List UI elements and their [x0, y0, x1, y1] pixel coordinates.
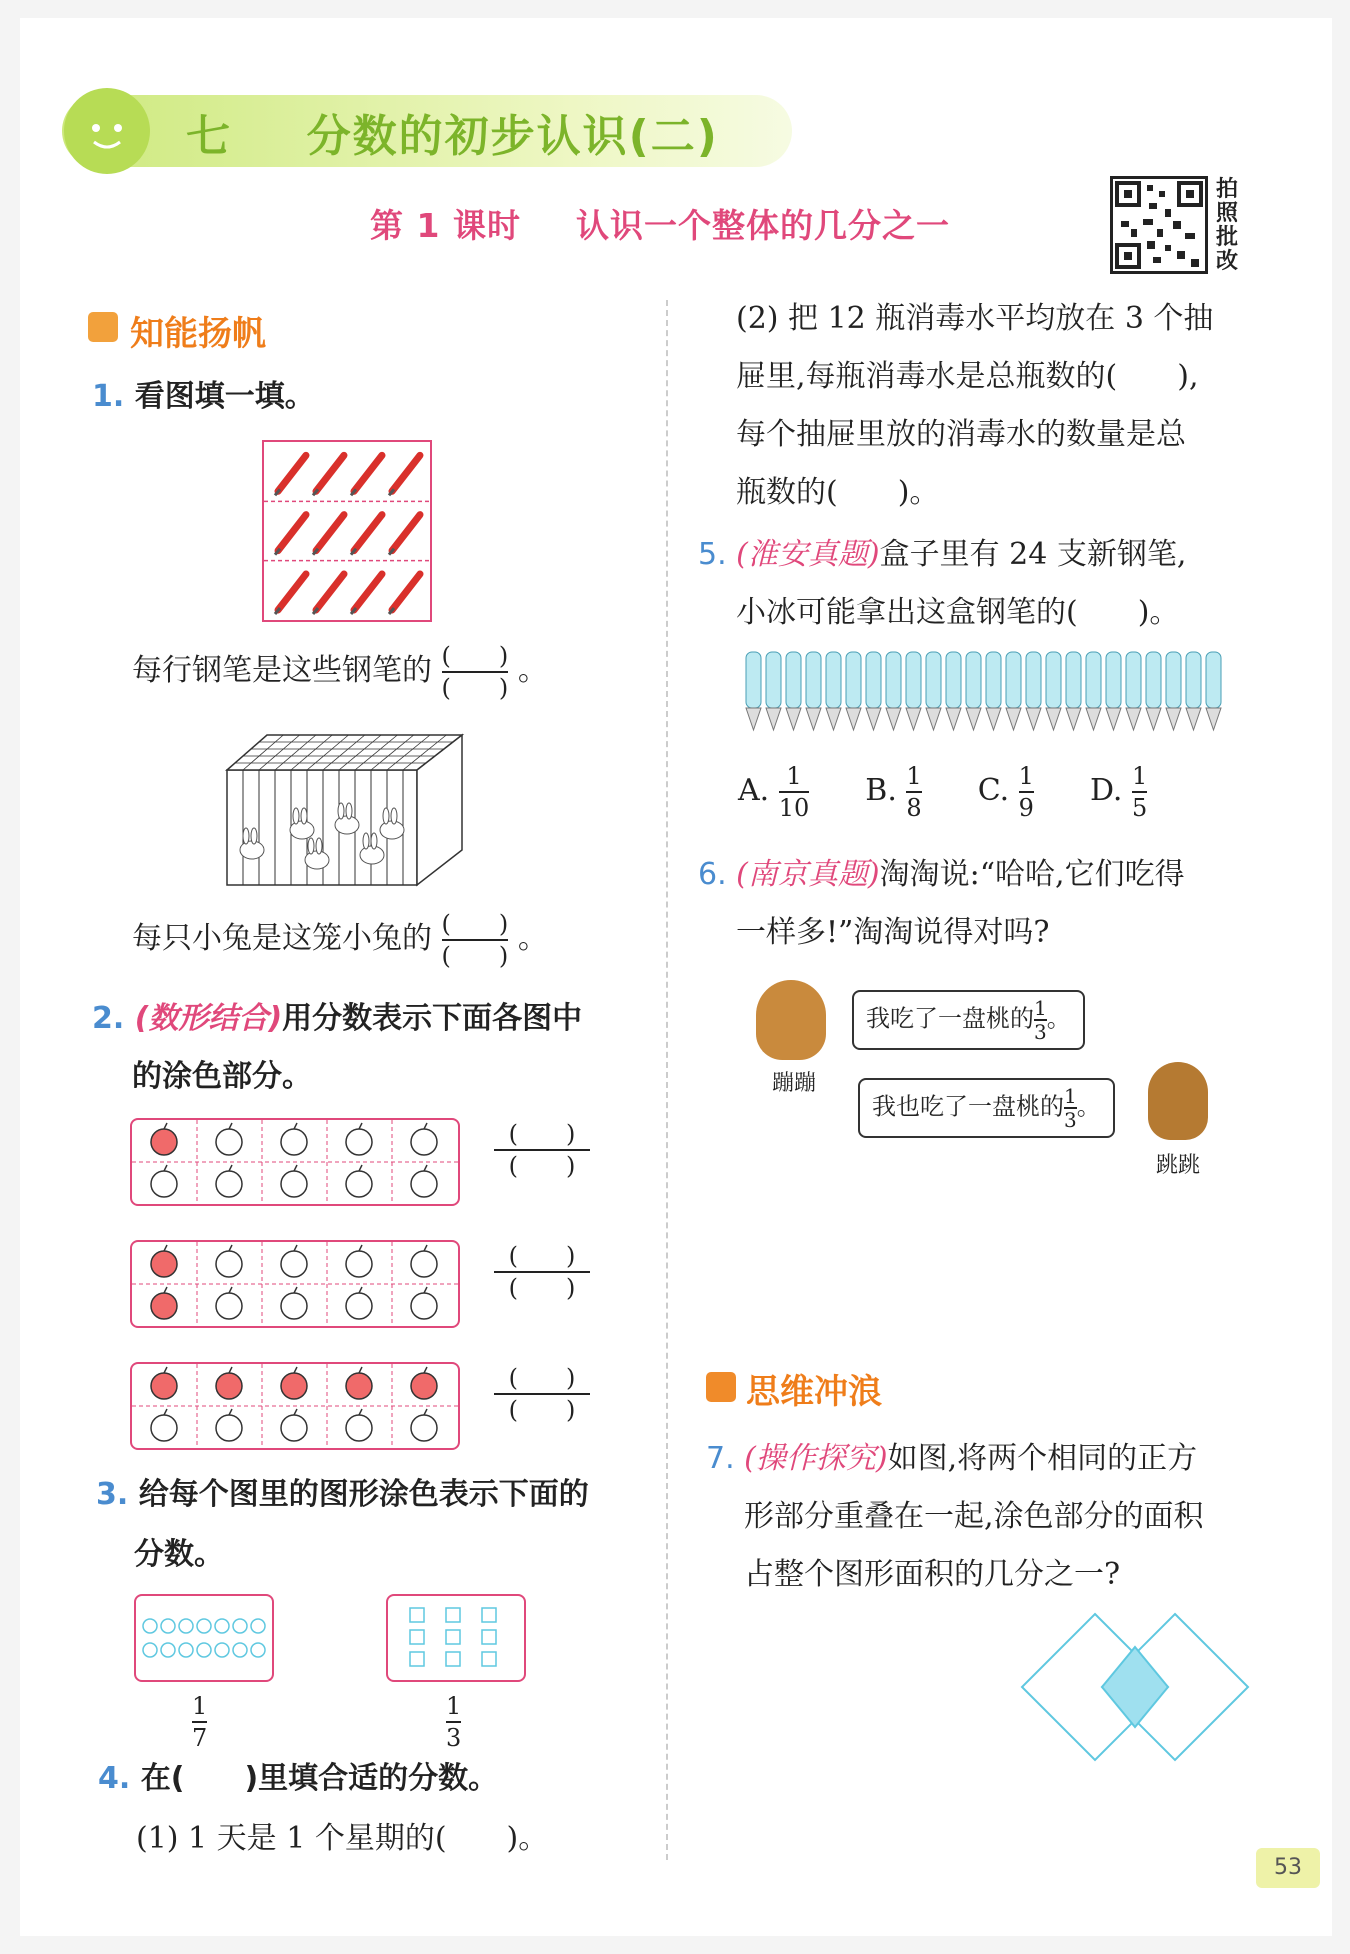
- option-fraction: [1132, 762, 1147, 822]
- option-label: D.: [1089, 773, 1133, 808]
- q4-sub2-line-2: 屉里,每瓶消毒水是总瓶数的( ),: [736, 359, 1199, 394]
- pen-icon: [275, 455, 306, 495]
- question-4: [98, 1750, 498, 1808]
- monkey-bengbeng-icon: [756, 980, 826, 1060]
- question-7-line-3: 占整个图形面积的几分之一?: [744, 1557, 1121, 1592]
- circle-shape[interactable]: [143, 1619, 157, 1633]
- pen-icon: [806, 652, 821, 730]
- apple-groups: [130, 1118, 620, 1458]
- apple-icon: [346, 1367, 372, 1399]
- question-tag: (南京真题): [736, 857, 880, 892]
- apple-icon: [216, 1245, 242, 1277]
- question-number: 1.: [92, 379, 125, 414]
- apple-icon: [216, 1367, 242, 1399]
- question-5-line-2: 小冰可能拿出这盒钢笔的( )。: [736, 595, 1180, 630]
- pen-icon: [313, 515, 344, 555]
- option-c[interactable]: [978, 762, 1034, 822]
- apple-icon: [281, 1245, 307, 1277]
- numerator: 1: [1064, 1084, 1077, 1108]
- apple-icon: [216, 1123, 242, 1155]
- pen-icon: [946, 652, 961, 730]
- q1-answer-line-2: [132, 910, 548, 970]
- apple-icon: [346, 1287, 372, 1319]
- question-7-line-2: 形部分重叠在一起,涂色部分的面积: [744, 1499, 1204, 1534]
- apple-icon: [411, 1367, 437, 1399]
- question-text: 用分数表示下面各图中: [282, 1001, 583, 1036]
- question-4-sub-1: (1) 1 天是 1 个星期的( )。: [136, 1821, 549, 1856]
- denominator: 8: [906, 794, 922, 822]
- section-flag-icon: [88, 312, 118, 342]
- question-6: [698, 846, 1185, 904]
- pen-icon: [1046, 652, 1061, 730]
- pen-icon: [389, 515, 420, 555]
- column-divider: [666, 300, 668, 1860]
- question-text: 给每个图里的图形涂色表示下面的: [138, 1477, 589, 1512]
- question-text: 在( )里填合适的分数。: [140, 1761, 499, 1796]
- square-shape[interactable]: [410, 1608, 424, 1622]
- apple-icon: [151, 1245, 177, 1277]
- question-number: 7.: [706, 1441, 735, 1476]
- question-7: [706, 1430, 1197, 1488]
- circle-shape[interactable]: [251, 1643, 265, 1657]
- option-a[interactable]: [738, 762, 809, 822]
- pen-icon: [1206, 652, 1221, 730]
- option-b[interactable]: [865, 762, 921, 822]
- pen-icon: [313, 574, 344, 614]
- question-1: [92, 368, 315, 426]
- option-fraction: [906, 762, 921, 822]
- apple-icon: [281, 1165, 307, 1197]
- circle-shape[interactable]: [233, 1643, 247, 1657]
- apple-icon: [281, 1123, 307, 1155]
- pen-icon: [866, 652, 881, 730]
- square-shape[interactable]: [410, 1630, 424, 1644]
- pen-icon: [746, 652, 761, 730]
- square-shape[interactable]: [446, 1630, 460, 1644]
- denominator: 3: [1064, 1108, 1077, 1132]
- q4-sub2-line-3: 每个抽屉里放的消毒水的数量是总: [736, 417, 1186, 452]
- apple-icon: [411, 1287, 437, 1319]
- circle-shape[interactable]: [197, 1619, 211, 1633]
- section-title: 知能扬帆: [130, 314, 266, 354]
- apple-icon: [411, 1123, 437, 1155]
- fraction-blank[interactable]: ( ) ( ): [494, 1242, 590, 1302]
- apple-icon: [411, 1409, 437, 1441]
- q1-answer-line-1: [132, 642, 548, 702]
- option-label: A.: [738, 773, 779, 808]
- fraction-one-third: [1034, 998, 1047, 1042]
- circle-shape[interactable]: [161, 1643, 175, 1657]
- apple-icon: [346, 1245, 372, 1277]
- pen-icon: [1026, 652, 1041, 730]
- numerator: 1: [1018, 762, 1034, 790]
- denominator: 7: [192, 1724, 208, 1752]
- pens-row-picture: [740, 650, 1230, 736]
- apple-group-box: [130, 1118, 460, 1206]
- apple-group-box: [130, 1362, 460, 1450]
- circle-shape[interactable]: [251, 1619, 265, 1633]
- apple-icon: [346, 1409, 372, 1441]
- pen-icon: [1146, 652, 1161, 730]
- pen-icon: [986, 652, 1001, 730]
- apple-icon: [151, 1409, 177, 1441]
- denominator: 5: [1132, 794, 1148, 822]
- lesson-title-text: 认识一个整体的几分之一: [575, 206, 950, 245]
- lesson-label: 第 1 课时: [370, 206, 521, 245]
- square-shape[interactable]: [446, 1608, 460, 1622]
- speech-bubble-1: [852, 990, 1085, 1050]
- question-tag: (淮安真题): [736, 537, 880, 572]
- square-shape[interactable]: [482, 1630, 496, 1644]
- apple-icon: [281, 1367, 307, 1399]
- pens-picture: [262, 440, 432, 622]
- apple-icon: [216, 1165, 242, 1197]
- period: 。: [1076, 1092, 1101, 1121]
- pen-icon: [966, 652, 981, 730]
- pen-icon: [389, 574, 420, 614]
- option-fraction: [1019, 762, 1034, 822]
- circle-shape[interactable]: [215, 1643, 229, 1657]
- apple-icon: [151, 1287, 177, 1319]
- apple-icon: [151, 1165, 177, 1197]
- denominator: 3: [1034, 1020, 1047, 1044]
- apple-icon: [281, 1287, 307, 1319]
- square-shape[interactable]: [446, 1652, 460, 1666]
- page-number: 53: [1256, 1848, 1320, 1888]
- numerator: 1: [906, 762, 922, 790]
- denominator: 3: [446, 1724, 462, 1752]
- pen-icon: [786, 652, 801, 730]
- numerator: 1: [446, 1692, 462, 1720]
- circle-shape[interactable]: [143, 1643, 157, 1657]
- pen-icon: [1086, 652, 1101, 730]
- q5-options: [738, 762, 1203, 822]
- numerator: 1: [1132, 762, 1148, 790]
- apple-icon: [281, 1409, 307, 1441]
- pen-icon: [826, 652, 841, 730]
- question-text: 盒子里有 24 支新钢笔,: [879, 537, 1187, 572]
- circles-figure[interactable]: [134, 1594, 274, 1682]
- period: 。: [517, 653, 548, 688]
- question-3: [96, 1466, 589, 1524]
- option-d[interactable]: [1090, 762, 1147, 822]
- pen-icon: [389, 455, 420, 495]
- fraction-one-third: [446, 1692, 461, 1752]
- apple-icon: [216, 1287, 242, 1319]
- lesson-title: [370, 200, 950, 247]
- q1-text-2: 每只小兔是这笼小兔的: [132, 921, 432, 956]
- speech-bubble-2: [858, 1078, 1115, 1138]
- pen-icon: [275, 574, 306, 614]
- question-tag: (操作探究): [744, 1441, 888, 1476]
- question-5: [698, 526, 1186, 584]
- q4-sub2-line-4: 瓶数的( )。: [736, 475, 940, 510]
- question-6-line-2: 一样多!”淘淘说得对吗?: [736, 915, 1050, 950]
- pen-icon: [1126, 652, 1141, 730]
- qr-label: 拍照批改: [1216, 177, 1239, 274]
- fraction-blank[interactable]: ( ) ( ): [494, 1120, 590, 1180]
- pen-icon: [926, 652, 941, 730]
- period: 。: [1046, 1004, 1071, 1033]
- squares-figure[interactable]: [386, 1594, 526, 1682]
- unit-title-text: 分数的初步认识(二): [306, 111, 719, 162]
- unit-number: 七: [186, 111, 232, 162]
- numerator: 1: [1034, 996, 1047, 1020]
- circle-shape[interactable]: [179, 1643, 193, 1657]
- pen-icon: [351, 574, 382, 614]
- circle-shape[interactable]: [233, 1619, 247, 1633]
- pen-icon: [1006, 652, 1021, 730]
- question-number: 4.: [98, 1761, 131, 1796]
- pen-icon: [886, 652, 901, 730]
- q1-text-1: 每行钢笔是这些钢笔的: [132, 653, 432, 688]
- pen-icon: [846, 652, 861, 730]
- apple-group-box: [130, 1240, 460, 1328]
- option-label: C.: [977, 773, 1019, 808]
- unit-title: [186, 100, 719, 164]
- mascot-icon: [64, 88, 150, 174]
- denominator: 10: [778, 794, 810, 822]
- pen-icon: [313, 455, 344, 495]
- overlapping-squares-figure: [1020, 1612, 1250, 1762]
- bubble-text: 我也吃了一盘桃的: [872, 1092, 1064, 1121]
- monkey-name-1: 蹦蹦: [772, 1071, 817, 1096]
- circle-shape[interactable]: [197, 1643, 211, 1657]
- question-2: [92, 990, 582, 1048]
- period: 。: [517, 921, 548, 956]
- apple-icon: [151, 1367, 177, 1399]
- pen-icon: [906, 652, 921, 730]
- bubble-text: 我吃了一盘桃的: [866, 1004, 1034, 1033]
- fraction-blank[interactable]: $\frac{( )}{( )}$: [441, 642, 509, 702]
- option-fraction: [779, 762, 810, 822]
- apple-icon: [411, 1165, 437, 1197]
- fraction-one-third: [1064, 1086, 1077, 1130]
- square-shape[interactable]: [410, 1652, 424, 1666]
- pen-icon: [1066, 652, 1081, 730]
- square-shape[interactable]: [482, 1608, 496, 1622]
- apple-icon: [411, 1245, 437, 1277]
- question-text: 如图,将两个相同的正方: [887, 1441, 1198, 1476]
- pen-icon: [766, 652, 781, 730]
- question-number: 5.: [698, 537, 727, 572]
- numerator: 1: [786, 762, 802, 790]
- question-tag: (数形结合): [134, 1001, 283, 1036]
- pen-icon: [351, 515, 382, 555]
- circle-shape[interactable]: [179, 1619, 193, 1633]
- square-shape[interactable]: [482, 1652, 496, 1666]
- pen-icon: [351, 455, 382, 495]
- section-title-2: 思维冲浪: [746, 1372, 882, 1412]
- circle-shape[interactable]: [215, 1619, 229, 1633]
- apple-icon: [346, 1123, 372, 1155]
- option-label: B.: [865, 773, 907, 808]
- pen-icon: [1106, 652, 1121, 730]
- question-3-line-2: 分数。: [134, 1537, 224, 1572]
- circle-shape[interactable]: [161, 1619, 175, 1633]
- section-flag-icon: [706, 1372, 736, 1402]
- question-2-line-2: 的涂色部分。: [132, 1059, 312, 1094]
- fraction-one-seventh: [192, 1692, 207, 1752]
- question-number: 3.: [96, 1477, 129, 1512]
- apple-icon: [151, 1123, 177, 1155]
- fraction-blank[interactable]: $\frac{( )}{( )}$: [441, 910, 509, 970]
- pen-icon: [1166, 652, 1181, 730]
- monkey-tiaotiao-icon: [1148, 1062, 1208, 1140]
- qr-code[interactable]: [1110, 176, 1208, 274]
- monkey-name-2: 跳跳: [1156, 1153, 1201, 1178]
- numerator: 1: [192, 1692, 208, 1720]
- fraction-blank[interactable]: ( ) ( ): [494, 1364, 590, 1424]
- rabbit-cage-picture: [222, 730, 472, 890]
- pen-icon: [275, 515, 306, 555]
- denominator: 9: [1018, 794, 1034, 822]
- apple-icon: [346, 1165, 372, 1197]
- q4-sub2-line-1: (2) 把 12 瓶消毒水平均放在 3 个抽: [736, 301, 1214, 336]
- pen-icon: [1186, 652, 1201, 730]
- apple-icon: [216, 1409, 242, 1441]
- question-text: 看图填一填。: [134, 379, 315, 414]
- question-number: 2.: [92, 1001, 125, 1036]
- question-number: 6.: [698, 857, 727, 892]
- question-text: 淘淘说:“哈哈,它们吃得: [879, 857, 1185, 892]
